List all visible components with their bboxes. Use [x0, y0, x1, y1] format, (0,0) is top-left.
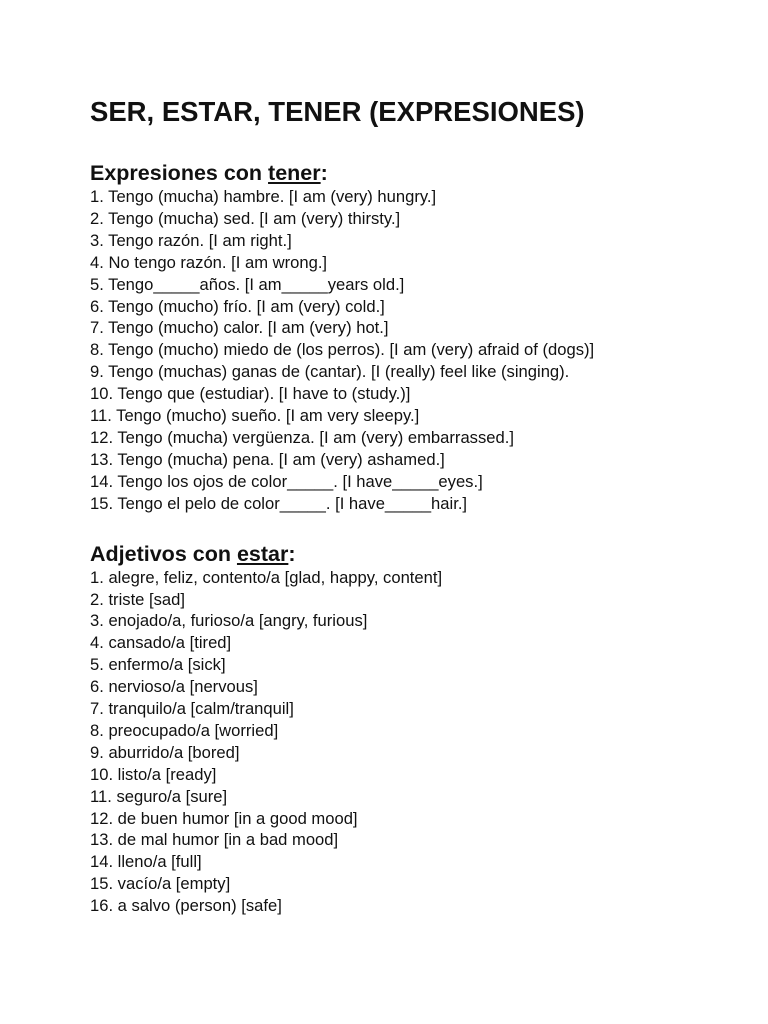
tener-expressions-list [90, 186, 750, 515]
list-item: 6. nervioso/a [nervous] [90, 677, 258, 697]
list-item: 9. aburrido/a [bored] [90, 742, 240, 762]
list-item: 2. Tengo (mucha) sed. [I am (very) thirsty.] [90, 208, 401, 228]
list-item: 1. alegre, feliz, contento/a [glad, happy, content] [90, 567, 443, 587]
list-item: 15. vacío/a [empty] [90, 874, 231, 894]
document-page [90, 94, 750, 917]
list-item: 1. Tengo (mucha) hambre. [I am (very) hungry.] [90, 187, 437, 206]
heading-suffix: : [320, 161, 328, 185]
list-item: 14. Tengo los ojos de color_____. [I have_____eyes.] [90, 471, 483, 491]
list-item: 13. de mal humor [in a bad mood] [90, 830, 339, 850]
list-item: 13. Tengo (mucha) pena. [I am (very) ashamed.] [90, 449, 445, 469]
list-item: 2. triste [sad] [90, 589, 185, 609]
list-item: 8. preocupado/a [worried] [90, 720, 279, 740]
list-item: 7. Tengo (mucho) calor. [I am (very) hot.] [90, 318, 389, 338]
estar-adjectives-list [90, 567, 750, 918]
list-item: 9. Tengo (muchas) ganas de (cantar). [I (really) feel like (singing). [90, 362, 570, 382]
list-item: 3. Tengo razón. [I am right.] [90, 230, 292, 250]
list-item: 11. seguro/a [sure] [90, 786, 228, 806]
heading-prefix: Adjetivos con [90, 541, 237, 566]
list-item: 4. No tengo razón. [I am wrong.] [90, 252, 328, 272]
list-item: 5. Tengo_____años. [I am_____years old.] [90, 274, 405, 294]
heading-prefix: Expresiones con [90, 161, 269, 185]
heading-suffix: : [288, 541, 296, 566]
list-item: 8. Tengo (mucho) miedo de (los perros). [I am (very) afraid of (dogs)] [90, 340, 595, 360]
list-item: 6. Tengo (mucho) frío. [I am (very) cold.] [90, 296, 385, 316]
section-tener [90, 160, 750, 515]
page-title: SER, ESTAR, TENER (EXPRESIONES) [90, 96, 585, 127]
heading-keyword: estar [236, 541, 289, 566]
section-heading-estar [90, 541, 750, 567]
list-item: 3. enojado/a, furioso/a [angry, furious] [90, 611, 368, 631]
list-item: 12. de buen humor [in a good mood] [90, 808, 358, 828]
list-item: 15. Tengo el pelo de color_____. [I have_____hair.] [90, 493, 468, 513]
list-item: 11. Tengo (mucho) sueño. [I am very sleepy.] [90, 406, 420, 426]
list-item: 5. enfermo/a [sick] [90, 655, 226, 675]
list-item: 12. Tengo (mucha) vergüenza. [I am (very) embarrassed.] [90, 427, 514, 447]
section-estar [90, 541, 750, 918]
list-item: 4. cansado/a [tired] [90, 633, 232, 653]
list-item: 10. Tengo que (estudiar). [I have to (study.)] [90, 384, 411, 404]
section-heading-tener [90, 160, 750, 186]
heading-keyword: tener [268, 161, 321, 185]
list-item: 14. lleno/a [full] [90, 852, 202, 872]
list-item: 10. listo/a [ready] [90, 764, 217, 784]
list-item: 7. tranquilo/a [calm/tranquil] [90, 699, 294, 719]
list-item: 16. a salvo (person) [safe] [90, 896, 282, 916]
